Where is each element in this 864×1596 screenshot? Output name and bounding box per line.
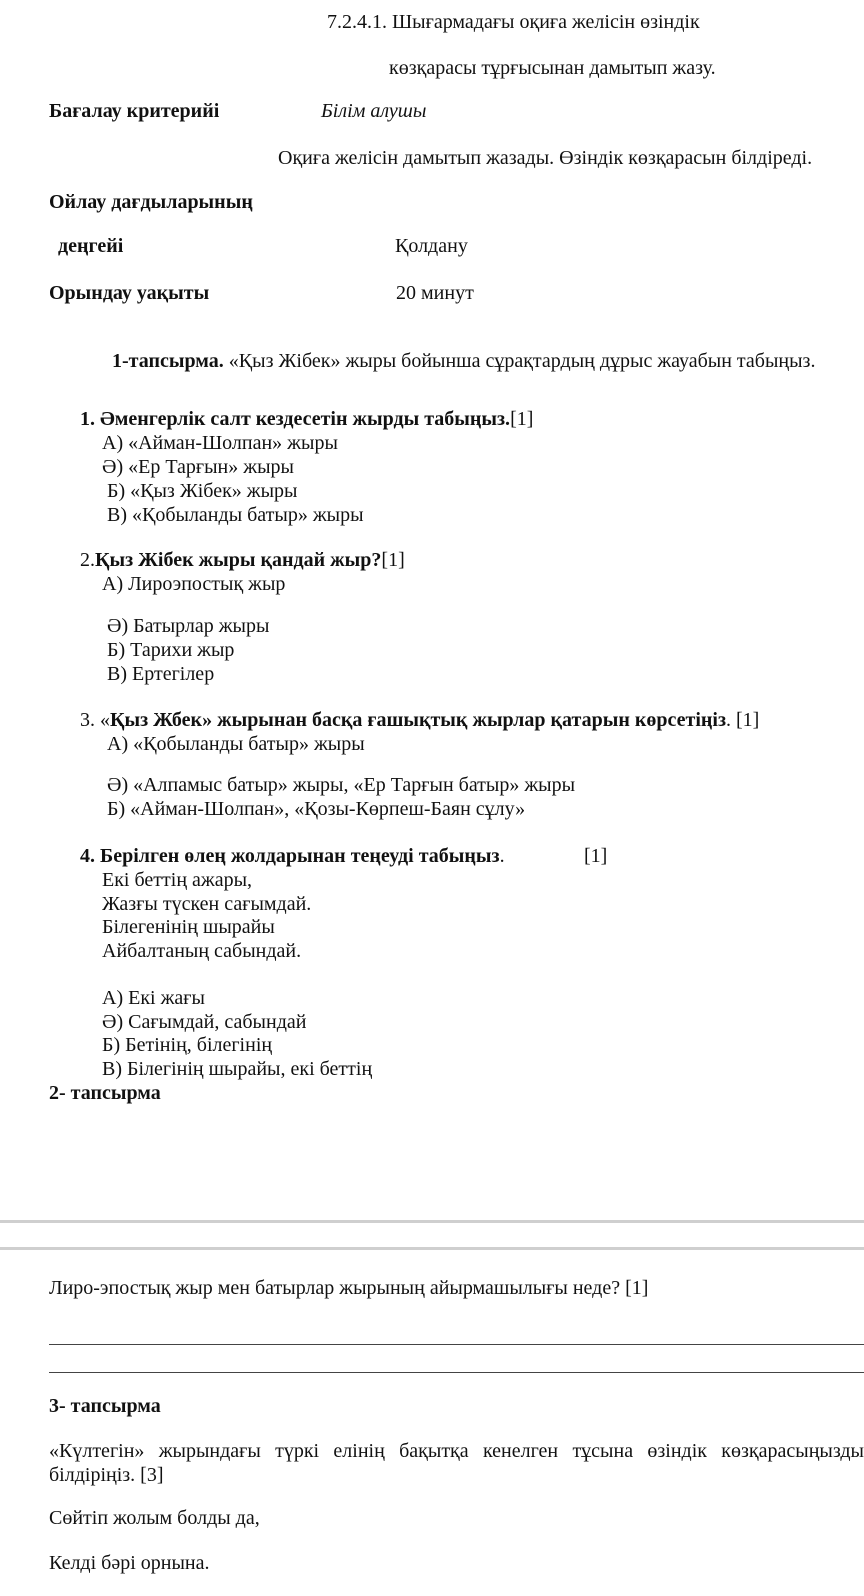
q4-question [80, 844, 505, 868]
q1-option: А) «Айман-Шолпан» жыры [102, 432, 338, 454]
task3-question: «Күлтегін» жырындағы түркі елінің бақытқа кенелген тұсына өзіндік көзқарасыңызды білдіріңіз. [3] [49, 1440, 864, 1486]
q4-option: Б) Бетінің, білегінің [102, 1034, 273, 1056]
q2-question-text: Қыз Жібек жыры қандай жыр? [95, 549, 382, 571]
answer-line [49, 1372, 864, 1373]
q1-question [80, 407, 533, 431]
time-value: 20 минут [396, 282, 474, 304]
time-label: Орындау уақыты [49, 282, 210, 304]
criteria-label: Бағалау критерийі [49, 100, 220, 122]
q1-option: В) «Қобыланды батыр» жыры [107, 504, 364, 526]
task1-title-bold: 1-тапсырма. [112, 350, 224, 372]
q3-option: Ә) «Алпамыс батыр» жыры, «Ер Тарғын батыр» жыры [107, 774, 576, 796]
task1-title [112, 349, 864, 373]
q4-option: Ә) Сағымдай, сабындай [102, 1011, 307, 1033]
q1-option: Б) «Қыз Жібек» жыры [107, 480, 298, 502]
learner-label: Білім алушы [321, 100, 427, 122]
q3-question [80, 708, 759, 732]
page-break [0, 1220, 864, 1250]
objective-line-2: көзқарасы тұрғысынан дамытып жазу. [389, 57, 716, 79]
q3-question-text: Қыз Жбек» жырынан басқа ғашықтық жырлар қатарын көрсетіңіз [110, 709, 727, 731]
q2-prefix: 2. [80, 549, 95, 571]
q4-score: [1] [584, 845, 608, 867]
q4-option: В) Білегінің шырайы, екі беттің [102, 1058, 373, 1080]
q3-score: . [1] [726, 709, 760, 731]
q1-option: Ә) «Ер Тарғын» жыры [102, 456, 294, 478]
q2-score: [1] [381, 549, 405, 571]
q3-prefix: 3. « [80, 709, 110, 731]
q4-poem-line: Екі беттің ажары, [102, 869, 253, 891]
q2-option: Ә) Батырлар жыры [107, 615, 270, 637]
q4-poem-line: Айбалтаның сабындай. [102, 940, 302, 962]
objective-line-1: 7.2.4.1. Шығармадағы оқиға желісін өзіндік [327, 11, 700, 33]
q4-option: А) Екі жағы [102, 987, 205, 1009]
skills-label-line-1: Ойлау дағдыларының [49, 191, 253, 213]
q4-poem-line: Жазғы түскен сағымдай. [102, 893, 312, 915]
q3-option: А) «Қобыланды батыр» жыры [107, 733, 365, 755]
task3-poem-line: Келді бәрі орнына. [49, 1552, 210, 1574]
q4-poem-line: Білегенінің шырайы [102, 916, 275, 938]
task1-title-rest: «Қыз Жібек» жыры бойынша сұрақтардың дұрыс жауабын табыңыз. [223, 350, 816, 372]
criteria-text: Оқиға желісін дамытып жазады. Өзіндік көзқарасын білдіреді. [278, 147, 813, 169]
task2-title: 2- тапсырма [49, 1082, 161, 1104]
answer-line [49, 1344, 864, 1345]
task2-question: Лиро-эпостық жыр мен батырлар жырының айырмашылығы неде? [1] [49, 1277, 649, 1299]
q1-question-text: 1. Әменгерлік салт кездесетін жырды табыңыз. [80, 408, 511, 430]
task3-poem-line: Сөйтіп жолым болды да, [49, 1507, 260, 1529]
skills-label-line-2: деңгейі [58, 235, 124, 257]
q4-question-text: 4. Берілген өлең жолдарынан теңеуді табыңыз [80, 845, 500, 867]
q3-option: Б) «Айман-Шолпан», «Қозы-Көрпеш-Баян сұлу» [107, 798, 526, 820]
q1-score: [1] [510, 408, 534, 430]
q2-option: Б) Тарихи жыр [107, 639, 235, 661]
task3-title: 3- тапсырма [49, 1395, 161, 1417]
q2-option: В) Ертегілер [107, 663, 215, 685]
q2-option: А) Лироэпостық жыр [102, 573, 286, 595]
q4-dot: . [499, 845, 505, 867]
skills-value: Қолдану [395, 235, 468, 257]
q2-question [80, 548, 405, 572]
